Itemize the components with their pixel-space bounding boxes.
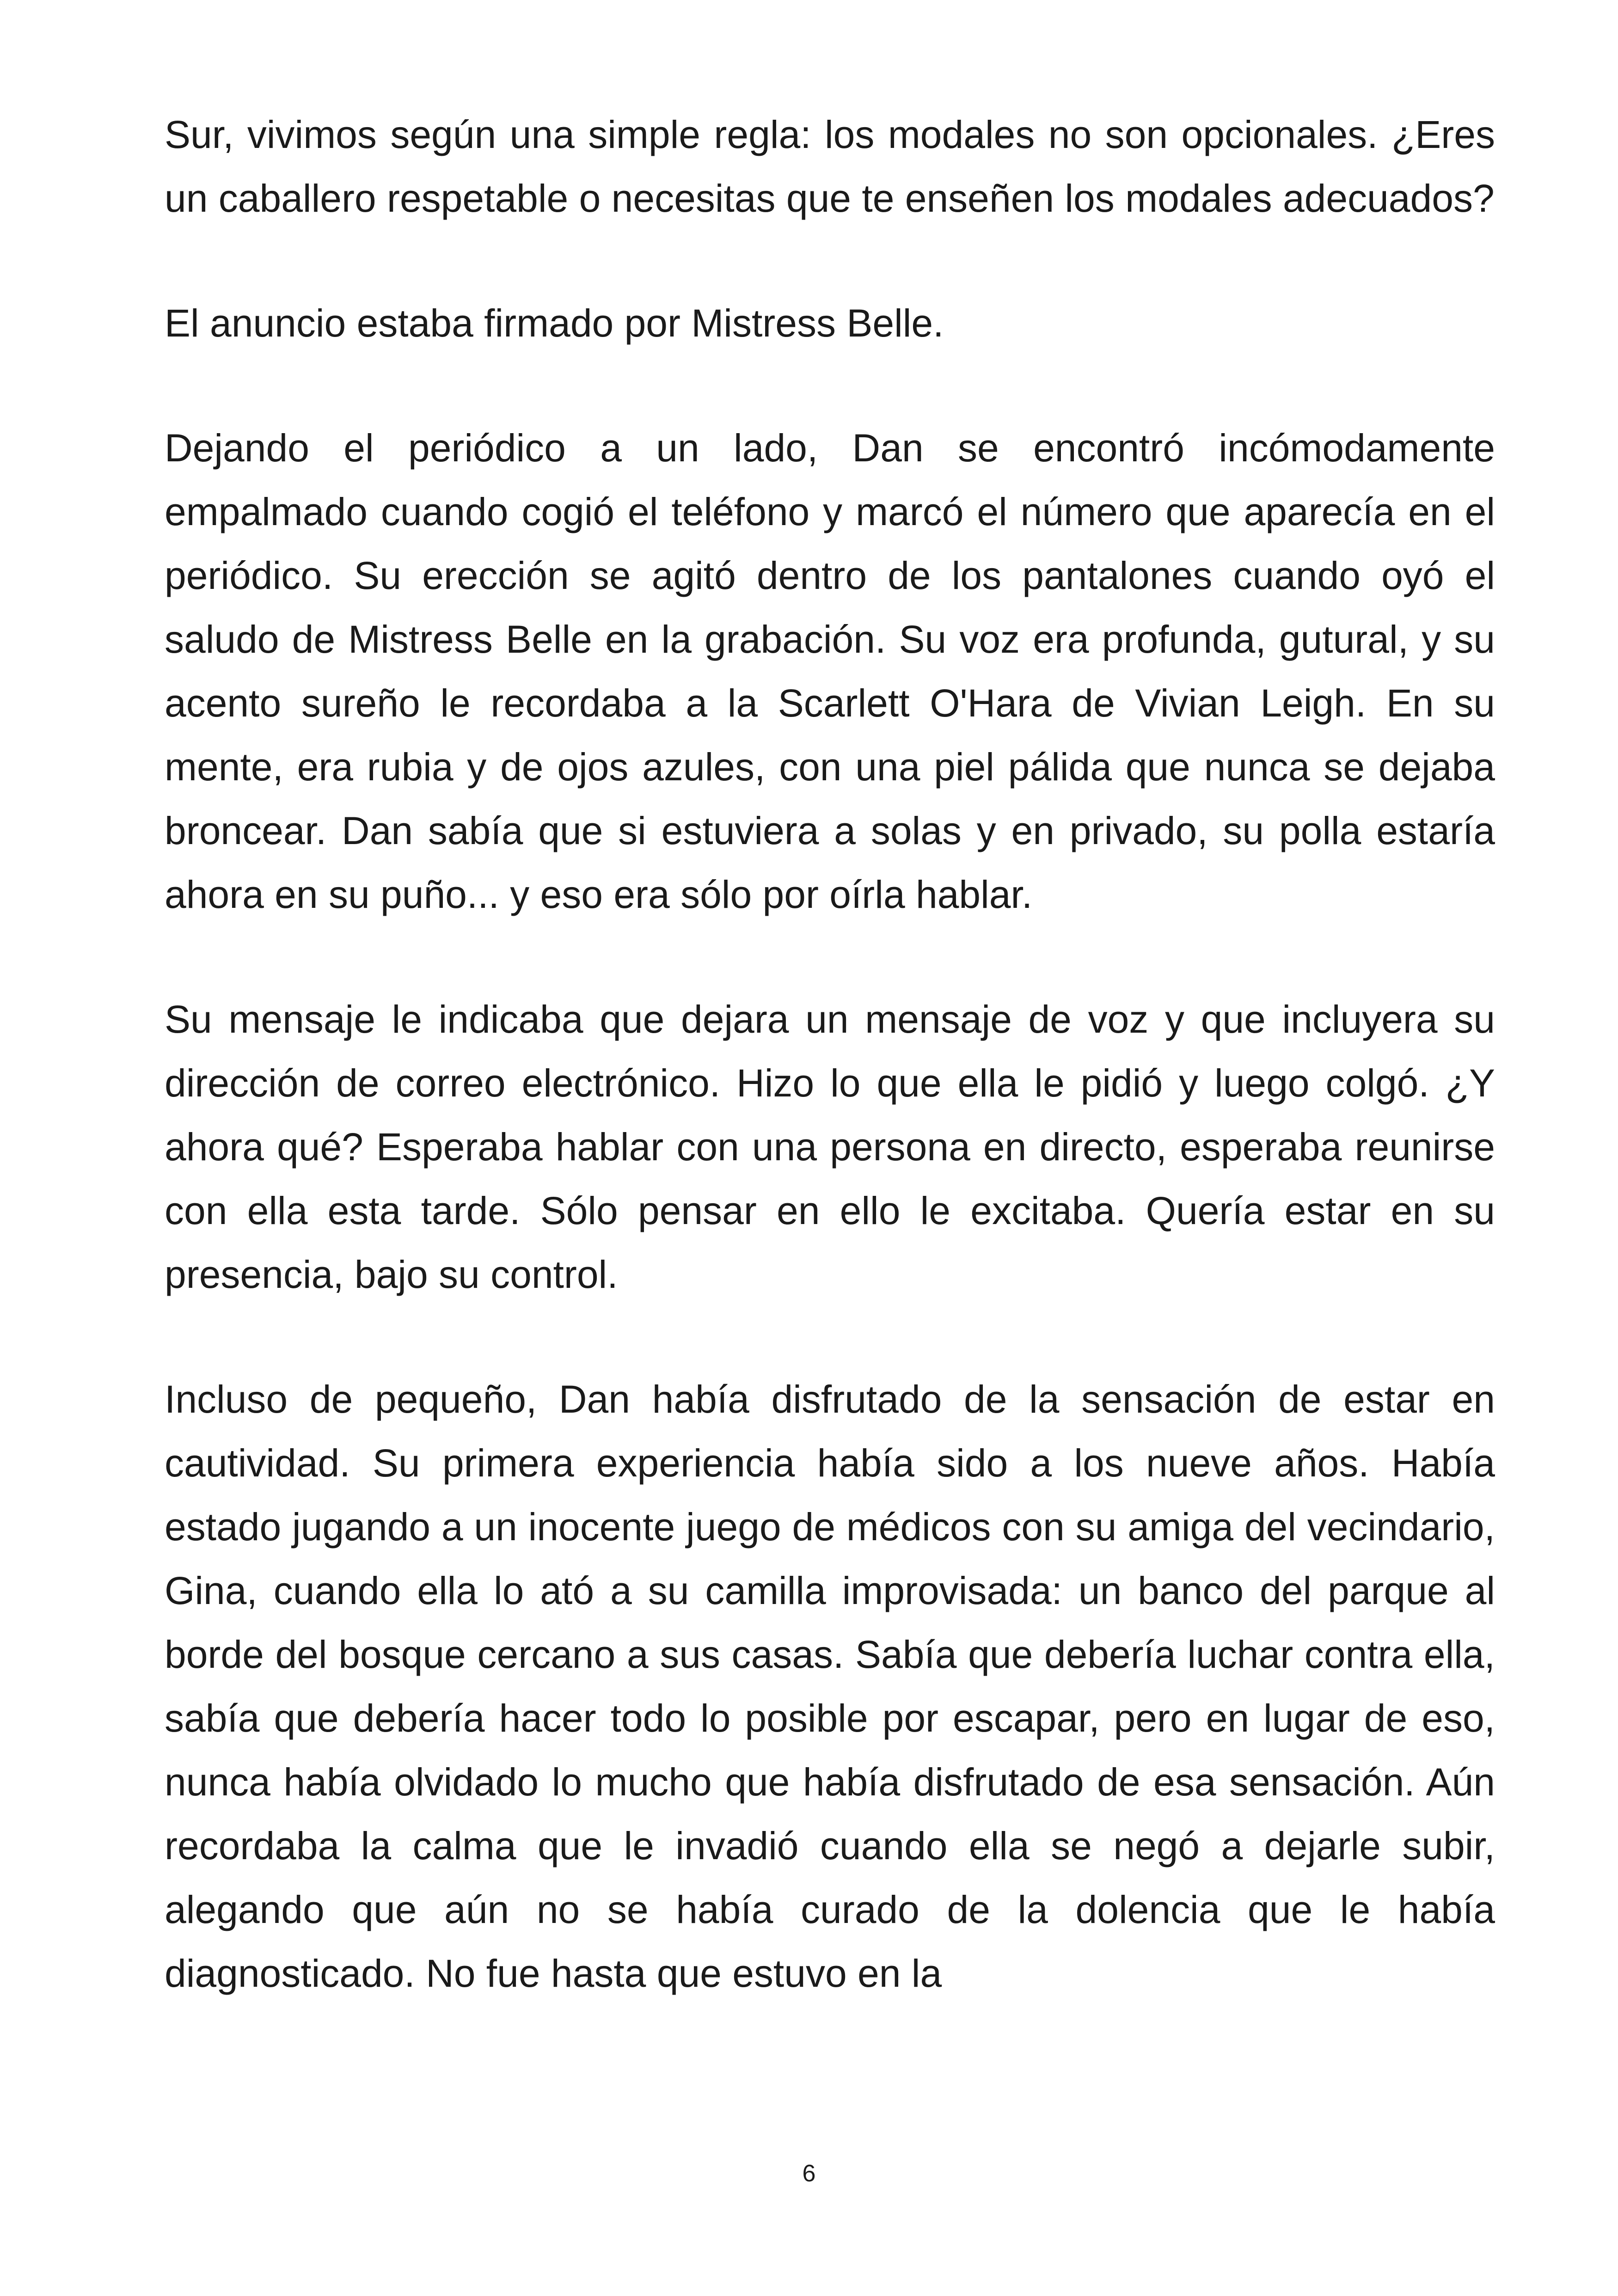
page-number: 6 — [802, 2160, 816, 2187]
paragraph-1: Sur, vivimos según una simple regla: los modales no son opcionales. ¿Eres un caballero respetable o necesitas que te enseñen los modales adecuados? — [165, 113, 1495, 220]
paragraph-4: Su mensaje le indicaba que dejara un mensaje de voz y que incluyera su dirección de correo electrónico. Hizo lo que ella le pidió y luego colgó. ¿Y ahora qué? Esperaba hablar con una persona en directo, esperaba reunirse con ella esta tarde. Sólo pensar en ello le excitaba. Quería estar en su presencia, bajo su control. — [165, 998, 1495, 1296]
paragraph-5: Incluso de pequeño, Dan había disfrutado de la sensación de estar en cautividad. Su primera experiencia había sido a los nueve años. Había estado jugando a un inocente juego de médicos con su amiga del vecindario, Gina, cuando ella lo ató a su camilla improvisada: un banco del parque al borde del bosque cercano a sus casas. Sabía que debería luchar contra ella, sabía que debería hacer todo lo posible por escapar, pero en lugar de eso, nunca había olvidado lo mucho que había disfrutado de esa sensación. Aún recordaba la calma que le invadió cuando ella se negó a dejarle subir, alegando que aún no se había curado de la dolencia que le había diagnosticado. No fue hasta que estuvo en la — [165, 1378, 1495, 1995]
paragraph-2: El anuncio estaba firmado por Mistress Belle. — [165, 301, 944, 345]
page-body — [165, 103, 1495, 2066]
paragraph-3: Dejando el periódico a un lado, Dan se encontró incómodamente empalmado cuando cogió el teléfono y marcó el número que aparecía en el periódico. Su erección se agitó dentro de los pantalones cuando oyó el saludo de Mistress Belle en la grabación. Su voz era profunda, gutural, y su acento sureño le recordaba a la Scarlett O'Hara de Vivian Leigh. En su mente, era rubia y de ojos azules, con una piel pálida que nunca se dejaba broncear. Dan sabía que si estuviera a solas y en privado, su polla estaría ahora en su puño... y eso era sólo por oírla hablar. — [165, 426, 1495, 916]
